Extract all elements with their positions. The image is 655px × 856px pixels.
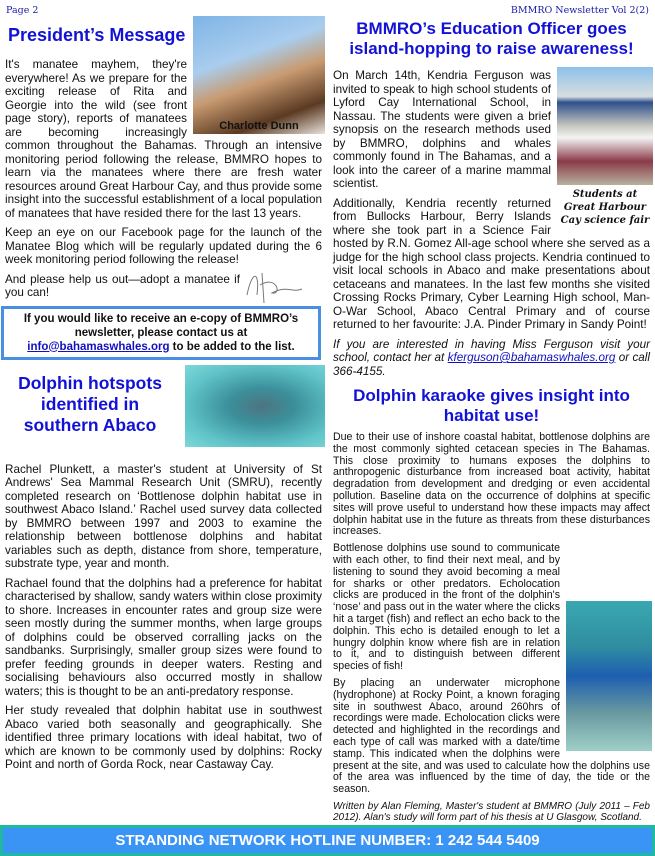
hotspots-paragraph: Rachael found that the dolphins had a preference for habitat characterised by shallow, sandy waters within close proximity to shore. Increases in encounter rates and group size were seen mostly during the summer months, when large groups of dolphins could be observed corralling jacks on the sandbanks. Surprisingly, smaller group sizes were found to prefer feeding grounds in deeper waters. Resting and socialising behaviours also occurred mostly in shallow waters; this is thought to be an anti-predatory response.: [5, 576, 322, 698]
education-paragraph: Additionally, Kendria recently returned from Bullocks Harbour, Berry Islands where she took part in a Science Fair hosted by R.N. Gomez All-age school where she served as a judge for the high school class projects. Kendria continued to visit local schools in Abaco and make presentations about cetaceans and manatees. In the last few months she visited Crossing Rocks Primary, Cyber Learning High school, Man-O-War School, Abaco Central Primary and of course returned to her favourite: J.A. Pinder Primary in Sandy Point!: [333, 196, 650, 331]
kferguson-email-link[interactable]: kferguson@bahamaswhales.org: [447, 351, 616, 364]
president-paragraph: And please help us out—adopt a manatee if you can!: [5, 272, 240, 299]
dolphin-hotspots-title: Dolphin hotspots identified in southern Abaco: [18, 372, 162, 435]
contact-text-end: or call 366-4155.: [333, 351, 650, 378]
stranding-hotline-bar: STRANDING NETWORK HOTLINE NUMBER: 1 242 544 5409: [0, 825, 655, 856]
page-number: Page 2: [6, 5, 39, 16]
hydrophone-photo: [566, 601, 652, 751]
left-column: [5, 0, 322, 778]
karaoke-paragraph: Due to their use of inshore coastal habitat, bottlenose dolphins are the most commonly sighted cetacean species in The Bahamas. This close proximity to humans exposes the dolphins to anthropogenic disturbance from increased boat activity, habitat degradation from development and dredging or even accidental pollution. Baseline data on the occurrence of dolphins at specific sites will prove useful to understand how these impacts may affect dolphin habitat use in the future as threats from these disturbances increases.: [333, 431, 650, 538]
subscribe-email-link[interactable]: info@bahamaswhales.org: [27, 340, 170, 353]
students-photo: [557, 67, 653, 185]
education-contact: [333, 338, 650, 379]
hotspots-paragraph: Rachel Plunkett, a master's student at University of St Andrews' Sea Mammal Research Unit (SMRU), recently completed research on ‘Bottlenose dolphin habitat use in southwest Abaco Island.’ Rachel used survey data collected by BMMRO between 1997 and 2003 to examine the relationship between bottlenose dolphins and habitat variables such as depth, distance from shore, temperature, substrate type, year and month.: [5, 462, 322, 570]
right-column: [333, 0, 650, 824]
signature-icon: [242, 265, 312, 305]
education-paragraph: On March 14th, Kendria Ferguson was invited to speak to high school students of Lyford Cay International School, in Nassau. The students were given a brief synopsis on the research methods used by BMMRO, dolphins and whales commonly found in The Bahamas, and a look into the career of a marine mammal scientist.: [333, 69, 551, 190]
president-paragraph: Keep an eye on our Facebook page for the launch of the Manatee Blog which will be regularly updated during the 6 week monitoring period following the release!: [5, 226, 322, 266]
subscribe-box: [1, 306, 321, 360]
charlotte-dunn-photo: [193, 16, 325, 134]
hotspots-paragraph: Her study revealed that dolphin habitat use in southwest Abaco varied both seasonally and geographically. She identified three primary locations with ideal habitat, two of which are known to be commonly used by dolphins: Rocky Point and north of Gorda Rock, near Castaway Cay.: [5, 704, 322, 771]
subscribe-text-end: to be added to the list.: [169, 340, 295, 353]
science-fair-figure: [557, 67, 653, 227]
issue-label: BMMRO Newsletter Vol 2(2): [510, 5, 649, 16]
president-paragraph: It's manatee mayhem, they're everywhere! As we prepare for the exciting release of Rita and Georgie into the wild (see front page story), reports of manatees are becoming increasingly common throughout the Bahamas. Through an intensive monitoring period following the release, BMMRO hopes to learn via the manatees where there are fresh water resources around Great Harbour Cay, and thus provide some insight into the successful establishment of a local population of manatees that have resided there for the last 13 years.: [5, 58, 322, 220]
article-credit: Written by Alan Fleming, Master's student at BMMRO (July 2011 – Feb 2012). Alan's study will form part of his thesis at U Glasgow, Scotland.: [333, 800, 650, 824]
education-title: BMMRO’s Education Officer goes island-hopping to raise awareness!: [349, 19, 634, 58]
presidents-message-title: President’s Message: [8, 25, 186, 45]
karaoke-paragraph: Bottlenose dolphins use sound to communicate with each other, to find their next meal, and by listening to sound they avoid becoming a meal for sharks or other predators. Echolocation clicks are produced in the front of the dolphin's ‘nose’ and pass out in the water where the clicks hit a target (fish) and reflect an echo back to the dolphin. This echo is detailed enough to let a hungry dolphin know where fish are in relation to it, and to distinguish between different species of fish!: [333, 542, 560, 673]
subscribe-text: If you would like to receive an e-copy of BMMRO’s newsletter, please contact us at: [23, 312, 299, 339]
photo-caption: Students at Great Harbour Cay science fair: [560, 189, 650, 226]
dolphin-karaoke-title: Dolphin karaoke gives insight into habitat use!: [353, 386, 630, 425]
dolphin-photo: [185, 365, 325, 447]
photo-caption: Charlotte Dunn: [219, 120, 299, 132]
contact-text: If you are interested in having Miss Ferguson visit your school, contact her at: [333, 337, 650, 364]
karaoke-paragraph: By placing an underwater microphone (hydrophone) at Rocky Point, a known foraging site in southwest Abaco, around 260hrs of recordings were made. Echolocation clicks were detected and highlighted in the recordings and each type of call was marked with a date/time stamp. This indicated when the dolphins were present at the site, and was used to calculate how the dolphins use of the area was influenced by the time of day, the tide or the season.: [333, 676, 650, 796]
